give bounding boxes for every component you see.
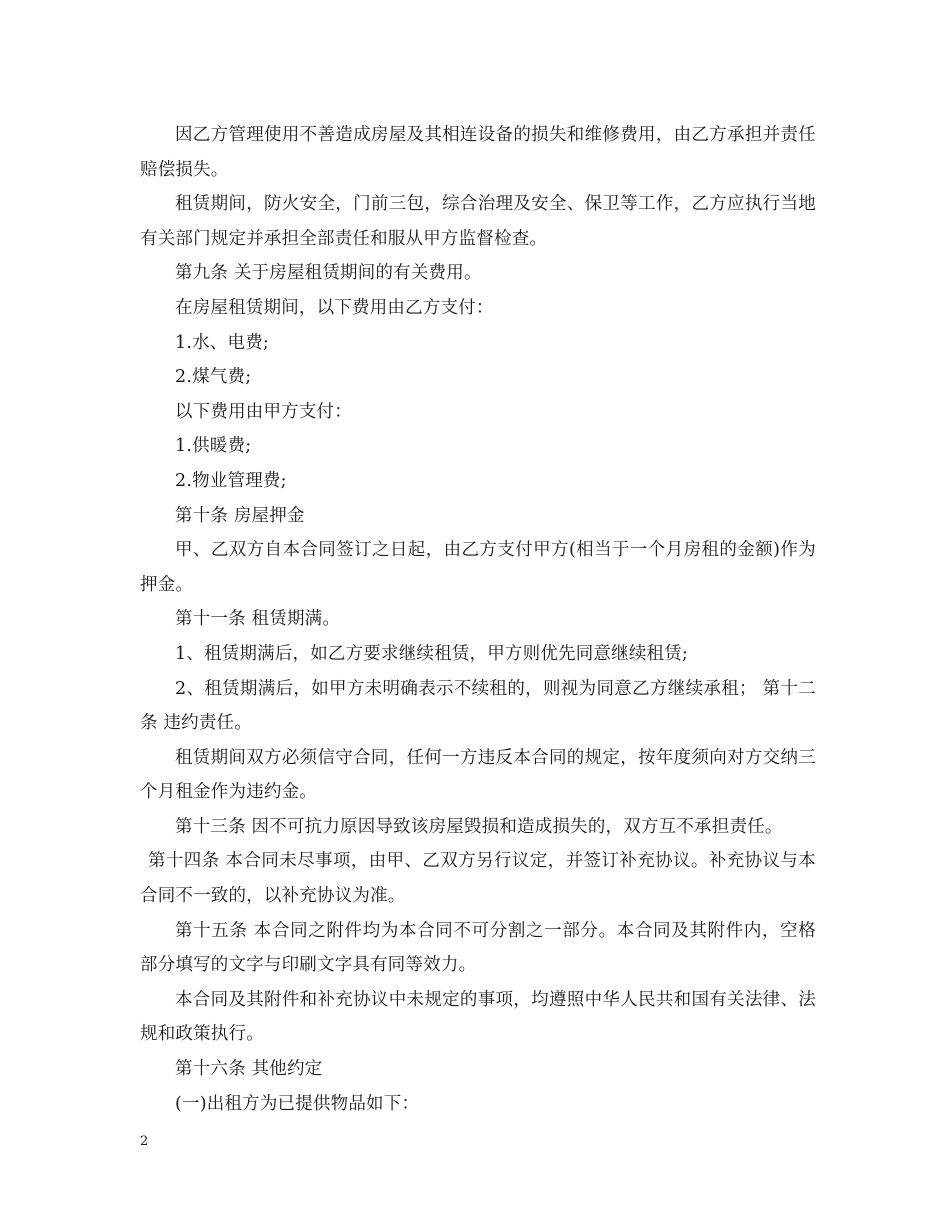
list-item-gas: 2.煤气费; xyxy=(175,367,252,388)
clause-16-heading: 第十六条 其他约定 xyxy=(175,1059,323,1080)
clause-13-force-majeure: 第十三条 因不可抗力原因导致该房屋毁损和造成损失的，双方互不承担责任。 xyxy=(175,816,783,837)
paragraph-safety-duties: 租赁期间，防火安全，门前三包，综合治理及安全、保卫等工作，乙方应执行当地有关部门规定并承担全部责任和服从甲方监督检查。 xyxy=(140,194,816,249)
clause-15-attachments: 第十五条 本合同之附件均为本合同不可分割之一部分。本合同及其附件内，空格部分填写的文字与印刷文字具有同等效力。 xyxy=(140,920,816,976)
paragraph-governing-law: 本合同及其附件和补充协议中未规定的事项，均遵照中华人民共和国有关法律、法规和政策执行。 xyxy=(140,989,816,1045)
paragraph-tenant-fees-intro: 在房屋租赁期间，以下费用由乙方支付： xyxy=(175,297,494,318)
paragraph-breach-penalty: 租赁期间双方必须信守合同，任何一方违反本合同的规定，按年度须向对方交纳三个月租金作为违约金。 xyxy=(140,747,816,803)
list-item-renewal-request: 1、租赁期满后，如乙方要求继续租赁，甲方则优先同意继续租赁; xyxy=(175,643,689,664)
clause-10-heading: 第十条 房屋押金 xyxy=(175,505,305,526)
list-item-heating: 1.供暖费; xyxy=(175,436,252,457)
contract-body xyxy=(140,118,816,1121)
clause-14-supplementary: 第十四条 本合同未尽事项，由甲、乙双方另行议定，并签订补充协议。补充协议与本合同不一致的，以补充协议为准。 xyxy=(140,851,816,907)
clause-9-heading: 第九条 关于房屋租赁期间的有关费用。 xyxy=(175,263,482,284)
paragraph-damage-liability: 因乙方管理使用不善造成房屋及其相连设备的损失和维修费用，由乙方承担并责任赔偿损失。 xyxy=(140,125,816,180)
page-number: 2 xyxy=(140,1134,149,1149)
clause-11-heading: 第十一条 租赁期满。 xyxy=(175,609,341,630)
list-item-property-management: 2.物业管理费; xyxy=(175,470,287,491)
paragraph-provided-items: (一)出租方为已提供物品如下： xyxy=(175,1093,420,1114)
paragraph-landlord-fees-intro: 以下费用由甲方支付： xyxy=(175,401,352,422)
list-item-auto-renewal: 2、租赁期满后，如甲方未明确表示不续租的，则视为同意乙方继续承租； 第十二条 违约责任。 xyxy=(140,678,816,734)
list-item-water-electricity: 1.水、电费; xyxy=(175,332,269,353)
paragraph-deposit: 甲、乙双方自本合同签订之日起，由乙方支付甲方(相当于一个月房租的金额)作为押金。 xyxy=(140,540,816,595)
